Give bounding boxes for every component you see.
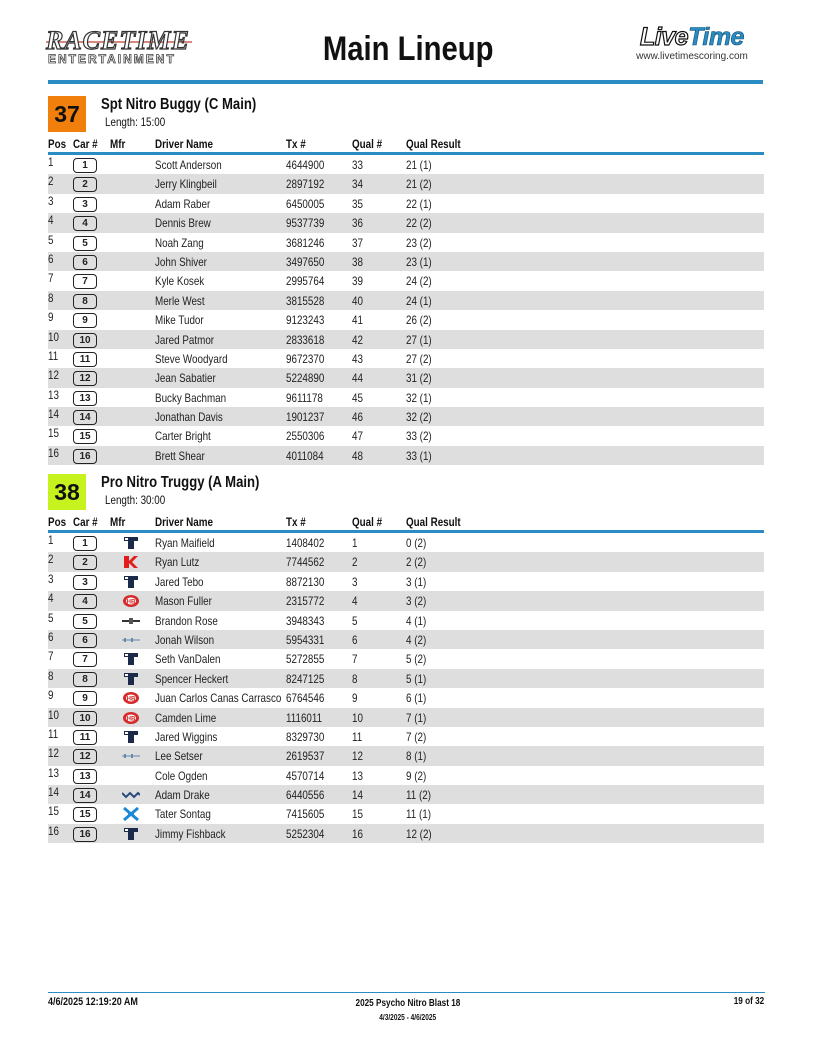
tx-cell: 3497650	[286, 254, 325, 269]
qual-result-cell: 23 (2)	[406, 235, 432, 250]
pos-cell: 3	[48, 571, 54, 586]
qual-cell: 46	[352, 410, 363, 425]
car-number-box: 6	[73, 633, 97, 648]
tx-cell: 9123243	[286, 313, 325, 328]
col-qual: Qual #	[352, 137, 383, 151]
pos-cell: 14	[48, 785, 59, 800]
qual-result-cell: 22 (1)	[406, 196, 432, 211]
pos-cell: 8	[48, 290, 54, 305]
table-row	[48, 708, 764, 727]
qual-cell: 16	[352, 826, 363, 841]
qual-cell: 42	[352, 332, 363, 347]
car-number-box: 15	[73, 807, 97, 822]
qual-result-cell: 3 (2)	[406, 594, 427, 609]
driver-name-cell: Spencer Heckert	[155, 671, 229, 686]
car-number-box: 6	[73, 255, 97, 270]
svg-text:HB: HB	[126, 716, 136, 723]
qual-cell: 3	[352, 574, 358, 589]
car-number-box: 1	[73, 536, 97, 551]
driver-name-cell: Juan Carlos Canas Carrasco	[155, 691, 282, 706]
driver-name-cell: Noah Zang	[155, 235, 204, 250]
hb-icon	[122, 691, 140, 705]
qual-result-cell: 7 (1)	[406, 710, 427, 725]
pos-cell: 7	[48, 649, 54, 664]
car-number-box: 12	[73, 371, 97, 386]
car-number-box: 2	[73, 177, 97, 192]
qual-result-cell: 32 (1)	[406, 390, 432, 405]
pos-cell: 15	[48, 426, 59, 441]
tlr-icon	[122, 536, 140, 550]
qual-cell: 44	[352, 371, 363, 386]
tx-cell: 9611178	[286, 390, 323, 405]
table-row	[48, 426, 764, 445]
car-number-box: 11	[73, 352, 97, 367]
tx-cell: 5272855	[286, 652, 325, 667]
logo-left-line1: RACETIME	[46, 26, 190, 55]
qual-cell: 8	[352, 671, 358, 686]
xray-icon	[122, 614, 140, 628]
table-row	[48, 804, 764, 823]
qual-cell: 15	[352, 807, 363, 822]
table-row	[48, 669, 764, 688]
pos-cell: 16	[48, 823, 59, 838]
qual-cell: 38	[352, 254, 363, 269]
event-number-badge: 37	[48, 96, 86, 132]
car-number-box: 8	[73, 294, 97, 309]
qual-result-cell: 11 (1)	[406, 807, 431, 822]
col-driver-name: Driver Name	[155, 515, 213, 529]
event-title: Spt Nitro Buggy (C Main)	[101, 96, 257, 113]
table-row	[48, 591, 764, 610]
table-row	[48, 688, 764, 707]
table-row	[48, 291, 764, 310]
qual-result-cell: 31 (2)	[406, 371, 432, 386]
qual-result-cell: 33 (2)	[406, 429, 432, 444]
col-tx: Tx #	[286, 137, 306, 151]
tx-cell: 8329730	[286, 729, 325, 744]
qual-cell: 34	[352, 177, 363, 192]
qual-result-cell: 12 (2)	[406, 826, 432, 841]
car-number-box: 3	[73, 575, 97, 590]
mugen-icon	[122, 749, 140, 763]
qual-result-cell: 5 (2)	[406, 652, 427, 667]
footer-rule	[48, 992, 765, 993]
pos-cell: 11	[48, 348, 59, 363]
tlr-icon	[122, 827, 140, 841]
qual-result-cell: 0 (2)	[406, 536, 427, 550]
tlr-icon	[122, 575, 140, 589]
footer-dates: 4/3/2025 - 4/6/2025	[379, 1013, 437, 1022]
col-mfr: Mfr	[110, 137, 126, 151]
driver-name-cell: Seth VanDalen	[155, 652, 221, 667]
tx-cell: 4570714	[286, 768, 325, 783]
qual-result-cell: 9 (2)	[406, 768, 427, 783]
car-number-box: 4	[73, 216, 97, 231]
qual-cell: 10	[352, 710, 363, 725]
tx-cell: 3681246	[286, 235, 325, 250]
pos-cell: 12	[48, 746, 59, 761]
driver-name-cell: Jean Sabatier	[155, 371, 216, 386]
pos-cell: 5	[48, 232, 54, 247]
car-number-box: 2	[73, 555, 97, 570]
qual-result-cell: 21 (1)	[406, 158, 432, 172]
table-row	[48, 552, 764, 571]
qual-result-cell: 24 (2)	[406, 274, 432, 289]
driver-name-cell: Cole Ogden	[155, 768, 208, 783]
driver-name-cell: Camden Lime	[155, 710, 217, 725]
car-number-box: 4	[73, 594, 97, 609]
col-car: Car #	[73, 515, 98, 529]
tx-cell: 2550306	[286, 429, 325, 444]
table-row	[48, 533, 764, 552]
page-title: Main Lineup	[322, 30, 494, 68]
car-number-box: 7	[73, 652, 97, 667]
tx-cell: 3815528	[286, 293, 325, 308]
svg-text:HB: HB	[126, 696, 136, 703]
hb-icon	[122, 594, 140, 608]
qual-cell: 37	[352, 235, 363, 250]
table-row	[48, 271, 764, 290]
qual-cell: 1	[352, 536, 358, 550]
car-number-box: 3	[73, 197, 97, 212]
driver-name-cell: Jonah Wilson	[155, 632, 215, 647]
car-number-box: 9	[73, 313, 97, 328]
tx-cell: 7744562	[286, 555, 325, 570]
pos-cell: 2	[48, 552, 54, 567]
qual-result-cell: 26 (2)	[406, 313, 432, 328]
car-number-box: 14	[73, 410, 97, 425]
table-row	[48, 233, 764, 252]
logo-right-part2: Time	[688, 23, 744, 51]
tx-cell: 9537739	[286, 216, 325, 231]
pos-cell: 9	[48, 310, 54, 325]
qual-result-cell: 4 (2)	[406, 632, 427, 647]
qual-cell: 48	[352, 448, 363, 463]
driver-name-cell: Jerry Klingbeil	[155, 177, 217, 192]
logo-left-line2: ENTERTAINMENT	[48, 52, 176, 66]
col-tx: Tx #	[286, 515, 306, 529]
table-row	[48, 252, 764, 271]
qual-cell: 47	[352, 429, 363, 444]
event-title: Pro Nitro Truggy (A Main)	[101, 474, 260, 491]
tx-cell: 8247125	[286, 671, 325, 686]
table-row	[48, 407, 764, 426]
car-number-box: 13	[73, 769, 97, 784]
driver-name-cell: Carter Bright	[155, 429, 211, 444]
table-row	[48, 155, 764, 174]
table-header	[48, 136, 764, 152]
table-row	[48, 388, 764, 407]
footer-event-info	[0, 998, 816, 1022]
driver-name-cell: Bucky Bachman	[155, 390, 227, 405]
pos-cell: 8	[48, 668, 54, 683]
qual-cell: 35	[352, 196, 363, 211]
qual-cell: 45	[352, 390, 363, 405]
pos-cell: 4	[48, 591, 54, 606]
tx-cell: 1901237	[286, 410, 325, 425]
tx-cell: 4644900	[286, 158, 325, 172]
tlr-icon	[122, 652, 140, 666]
car-number-box: 10	[73, 333, 97, 348]
driver-name-cell: Lee Setser	[155, 749, 203, 764]
event-length: Length: 15:00	[105, 115, 166, 129]
col-pos: Pos	[48, 515, 67, 529]
qual-result-cell: 6 (1)	[406, 691, 427, 706]
tx-cell: 6450005	[286, 196, 325, 211]
livetime-url: www.livetimescoring.com	[636, 51, 748, 62]
qual-result-cell: 22 (2)	[406, 216, 432, 231]
qual-cell: 36	[352, 216, 363, 231]
car-number-box: 1	[73, 158, 97, 173]
col-pos: Pos	[48, 137, 67, 151]
qual-cell: 39	[352, 274, 363, 289]
table-row	[48, 174, 764, 193]
tx-cell: 5252304	[286, 826, 325, 841]
pos-cell: 13	[48, 387, 59, 402]
driver-name-cell: Merle West	[155, 293, 205, 308]
tx-cell: 1116011	[286, 710, 323, 725]
tx-cell: 2619537	[286, 749, 325, 764]
table-row	[48, 446, 764, 465]
driver-name-cell: Kyle Kosek	[155, 274, 205, 289]
qual-result-cell: 23 (1)	[406, 254, 432, 269]
qual-result-cell: 4 (1)	[406, 613, 427, 628]
table-header	[48, 514, 764, 530]
tx-cell: 1408402	[286, 536, 325, 550]
driver-name-cell: Jared Patmor	[155, 332, 215, 347]
tx-cell: 9672370	[286, 351, 325, 366]
qual-result-cell: 27 (1)	[406, 332, 432, 347]
table-row	[48, 213, 764, 232]
qual-result-cell: 33 (1)	[406, 448, 432, 463]
qual-cell: 5	[352, 613, 358, 628]
qual-cell: 7	[352, 652, 358, 667]
pos-cell: 14	[48, 407, 59, 422]
qual-result-cell: 11 (2)	[406, 788, 431, 803]
associated-icon	[122, 807, 140, 821]
driver-name-cell: Tater Sontag	[155, 807, 211, 822]
tx-cell: 4011084	[286, 448, 324, 463]
tx-cell: 2897192	[286, 177, 325, 192]
tx-cell: 3948343	[286, 613, 325, 628]
qual-result-cell: 32 (2)	[406, 410, 432, 425]
driver-name-cell: Jonathan Davis	[155, 410, 223, 425]
agama-icon	[122, 788, 140, 802]
car-number-box: 13	[73, 391, 97, 406]
qual-cell: 2	[352, 555, 358, 570]
qual-result-cell: 27 (2)	[406, 351, 432, 366]
tx-cell: 2833618	[286, 332, 325, 347]
qual-cell: 41	[352, 313, 363, 328]
table-row	[48, 630, 764, 649]
driver-name-cell: Mike Tudor	[155, 313, 204, 328]
car-number-box: 16	[73, 827, 97, 842]
pos-cell: 16	[48, 445, 59, 460]
footer-page-number: 19 of 32	[733, 996, 764, 1007]
pos-cell: 10	[48, 329, 59, 344]
event-number-badge: 38	[48, 474, 86, 510]
pos-cell: 3	[48, 193, 54, 208]
table-row	[48, 785, 764, 804]
table-row	[48, 572, 764, 591]
car-number-box: 12	[73, 749, 97, 764]
pos-cell: 9	[48, 688, 54, 703]
qual-cell: 33	[352, 158, 363, 172]
tx-cell: 5954331	[286, 632, 325, 647]
pos-cell: 5	[48, 610, 54, 625]
lineup-table	[48, 155, 764, 465]
qual-cell: 12	[352, 749, 363, 764]
qual-result-cell: 8 (1)	[406, 749, 427, 764]
car-number-box: 11	[73, 730, 97, 745]
table-row	[48, 349, 764, 368]
pos-cell: 12	[48, 368, 59, 383]
driver-name-cell: Jared Tebo	[155, 574, 204, 589]
table-row	[48, 727, 764, 746]
page-header	[0, 0, 816, 86]
tlr-icon	[122, 672, 140, 686]
qual-result-cell: 3 (1)	[406, 574, 427, 589]
logo-right-part1: Live	[640, 23, 689, 51]
driver-name-cell: Ryan Maifield	[155, 536, 215, 550]
car-number-box: 8	[73, 672, 97, 687]
qual-result-cell: 5 (1)	[406, 671, 427, 686]
qual-result-cell: 2 (2)	[406, 555, 427, 570]
qual-result-cell: 24 (1)	[406, 293, 432, 308]
car-number-box: 16	[73, 449, 97, 464]
tx-cell: 6440556	[286, 788, 325, 803]
tx-cell: 5224890	[286, 371, 325, 386]
col-car: Car #	[73, 137, 98, 151]
driver-name-cell: Steve Woodyard	[155, 351, 228, 366]
tx-cell: 8872130	[286, 574, 325, 589]
pos-cell: 2	[48, 174, 54, 189]
qual-cell: 13	[352, 768, 363, 783]
col-qual: Qual #	[352, 515, 383, 529]
table-row	[48, 194, 764, 213]
qual-result-cell: 7 (2)	[406, 729, 427, 744]
table-row	[48, 649, 764, 668]
pos-cell: 11	[48, 726, 59, 741]
car-number-box: 10	[73, 711, 97, 726]
table-row	[48, 368, 764, 387]
svg-text:HB: HB	[126, 599, 136, 606]
qual-result-cell: 21 (2)	[406, 177, 432, 192]
qual-cell: 4	[352, 594, 358, 609]
pos-cell: 7	[48, 271, 54, 286]
driver-name-cell: Adam Drake	[155, 788, 210, 803]
tx-cell: 7415605	[286, 807, 325, 822]
pos-cell: 6	[48, 629, 54, 644]
car-number-box: 9	[73, 691, 97, 706]
table-row	[48, 824, 764, 843]
driver-name-cell: Ryan Lutz	[155, 555, 200, 570]
footer-timestamp: 4/6/2025 12:19:20 AM	[48, 996, 138, 1008]
pos-cell: 1	[48, 155, 54, 169]
event-length: Length: 30:00	[105, 493, 166, 507]
tx-cell: 6764546	[286, 691, 325, 706]
driver-name-cell: Adam Raber	[155, 196, 211, 211]
driver-name-cell: Mason Fuller	[155, 594, 212, 609]
car-number-box: 5	[73, 614, 97, 629]
header-rule	[48, 80, 763, 84]
pos-cell: 1	[48, 533, 54, 547]
qual-cell: 40	[352, 293, 363, 308]
driver-name-cell: Dennis Brew	[155, 216, 211, 231]
car-number-box: 15	[73, 429, 97, 444]
pos-cell: 10	[48, 707, 59, 722]
tx-cell: 2315772	[286, 594, 325, 609]
col-driver-name: Driver Name	[155, 137, 213, 151]
table-row	[48, 611, 764, 630]
driver-name-cell: John Shiver	[155, 254, 207, 269]
pos-cell: 13	[48, 765, 59, 780]
driver-name-cell: Brett Shear	[155, 448, 205, 463]
footer-event-name: 2025 Psycho Nitro Blast 18	[355, 998, 461, 1009]
driver-name-cell: Jared Wiggins	[155, 729, 218, 744]
pos-cell: 6	[48, 251, 54, 266]
driver-name-cell: Scott Anderson	[155, 158, 222, 172]
table-row	[48, 746, 764, 765]
table-row	[48, 766, 764, 785]
col-qual-result: Qual Result	[406, 515, 461, 529]
hb-icon	[122, 711, 140, 725]
qual-cell: 14	[352, 788, 363, 803]
mugen-icon	[122, 633, 140, 647]
tx-cell: 2995764	[286, 274, 325, 289]
col-mfr: Mfr	[110, 515, 126, 529]
table-row	[48, 310, 764, 329]
qual-cell: 43	[352, 351, 363, 366]
col-qual-result: Qual Result	[406, 137, 461, 151]
livetime-logo	[621, 23, 763, 67]
car-number-box: 5	[73, 236, 97, 251]
driver-name-cell: Brandon Rose	[155, 613, 218, 628]
car-number-box: 7	[73, 274, 97, 289]
qual-cell: 9	[352, 691, 358, 706]
qual-cell: 6	[352, 632, 358, 647]
tlr-icon	[122, 730, 140, 744]
car-number-box: 14	[73, 788, 97, 803]
pos-cell: 15	[48, 804, 59, 819]
lineup-table	[48, 533, 764, 843]
kyosho-icon	[122, 555, 140, 569]
driver-name-cell: Jimmy Fishback	[155, 826, 226, 841]
table-row	[48, 330, 764, 349]
qual-cell: 11	[352, 729, 363, 744]
pos-cell: 4	[48, 213, 54, 228]
